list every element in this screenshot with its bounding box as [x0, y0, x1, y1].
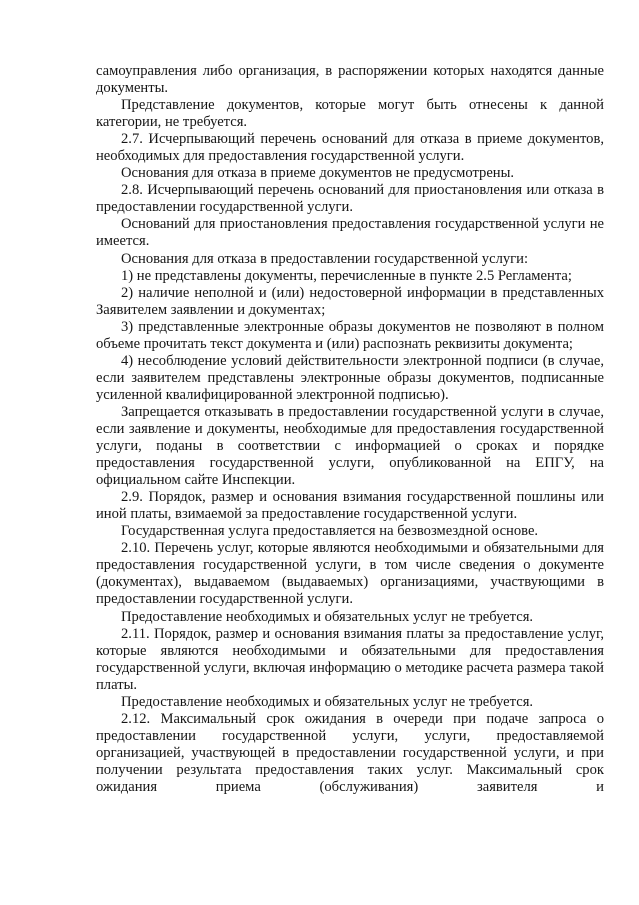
paragraph-2-11-heading: 2.11. Порядок, размер и основания взимания платы за предоставление услуг, которые являются необходимыми и обязательными для предоставления государственной услуги, включая информацию о методике расчета размера такой платы.	[96, 625, 604, 693]
paragraph-2-7-text: Основания для отказа в приеме документов не предусмотрены.	[121, 165, 515, 182]
document-page	[96, 63, 604, 796]
list-item-2: 2) наличие неполной и (или) недостоверной информации в представленных Заявителем заявлении и документах;	[96, 284, 604, 318]
paragraph-no-documents-required: Представление документов, которые могут быть отнесены к данной категории, не требуется.	[96, 97, 604, 131]
paragraph-2-10-heading: 2.10. Перечень услуг, которые являются необходимыми и обязательными для предоставления государственной услуги, в том числе сведения о документе (документах), выдаваемом (выдаваемых) организациями, участвующими в предоставлении государственной услуги.	[96, 540, 604, 608]
list-item-3: 3) представленные электронные образы документов не позволяют в полном объеме прочитать текст документа и (или) распознать реквизиты документа;	[96, 318, 604, 352]
paragraph-continuation: самоуправления либо организация, в распоряжении которых находятся данные документы.	[96, 63, 604, 97]
list-item-4: 4) несоблюдение условий действительности электронной подписи (в случае, если заявителем представлены электронные образы документов, подписанные усиленной квалифицированной электронной подписью).	[96, 352, 604, 403]
paragraph-2-8-suspension: Оснований для приостановления предоставления государственной услуги не имеется.	[96, 216, 604, 250]
paragraph-2-12-heading: 2.12. Максимальный срок ожидания в очереди при подаче запроса о предоставлении государственной услуги, услуги, предоставляемой организацией, участвующей в предоставлении государственной услуги, и при получении результата предоставления таких услуг. Максимальный срок ожидания приема (обслуживания) заявителя и	[96, 710, 604, 795]
paragraph-refusal-prohibited: Запрещается отказывать в предоставлении государственной услуги в случае, если заявление и документы, необходимые для предоставления государственной услуги, поданы в соответствии с информацией о сроках и порядке предоставления государственной услуги, опубликованной на ЕПГУ, на официальном сайте Инспекции.	[96, 403, 604, 489]
paragraph-2-11-text: Предоставление необходимых и обязательных услуг не требуется.	[121, 693, 534, 710]
list-item-1: 1) не представлены документы, перечисленные в пункте 2.5 Регламента;	[121, 267, 572, 284]
paragraph-2-8-refusal-intro: Основания для отказа в предоставлении государственной услуги:	[121, 250, 528, 267]
paragraph-2-10-text: Предоставление необходимых и обязательных услуг не требуется.	[121, 608, 534, 625]
paragraph-2-9-text: Государственная услуга предоставляется на безвозмездной основе.	[121, 523, 539, 540]
paragraph-2-8-heading: 2.8. Исчерпывающий перечень оснований для приостановления или отказа в предоставлении государственной услуги.	[96, 182, 604, 216]
paragraph-2-9-heading: 2.9. Порядок, размер и основания взимания государственной пошлины или иной платы, взимаемой за предоставление государственной услуги.	[96, 489, 604, 523]
paragraph-2-7-heading: 2.7. Исчерпывающий перечень оснований для отказа в приеме документов, необходимых для предоставления государственной услуги.	[96, 131, 604, 165]
